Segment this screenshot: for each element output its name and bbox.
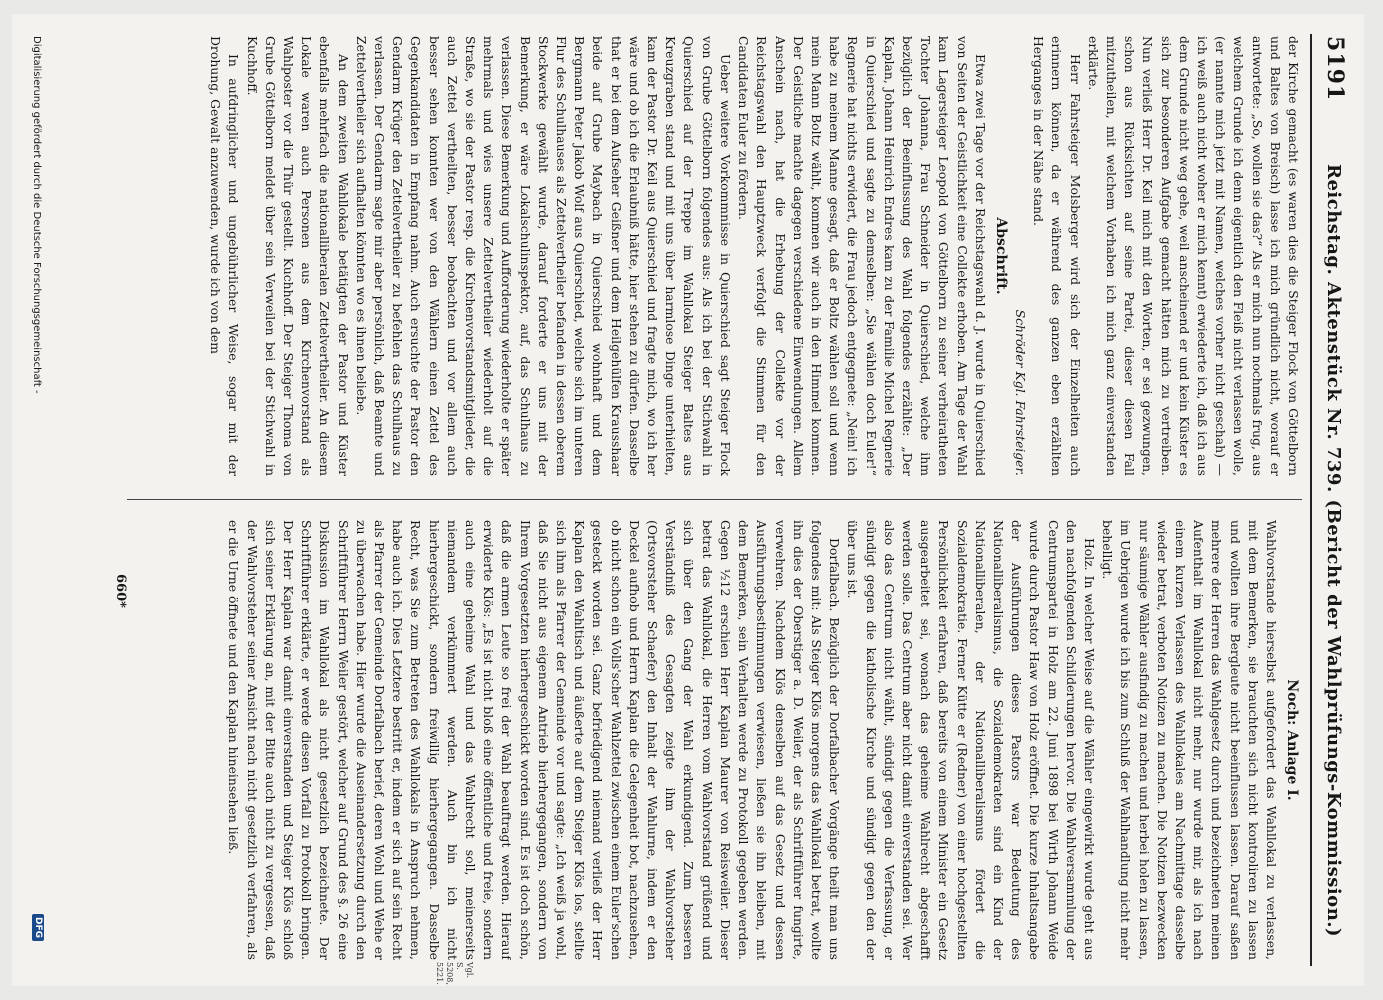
margin-reference-note: Vgl. S. 5208, 5221. — [435, 962, 474, 985]
left-intro-paragraph: der Kirche gemacht (es waren dies die Steiger Flock von Göttelborn und Baltes von Breisch) lasse ich mich gründlich nicht, worauf er antwortete: „So, wollen sie das?“ Als er mich nun nochmals frug, aus welchem Grunde ich denn eigentlich den Fleiß nicht verlassen wolle, (er nannte mich jetzt mit Namen, welches vorher nicht geschah) — ich weiß auch nicht woher er mich kennt) erwiederte ich, daß ich aus dem Grunde nicht weg gehe, weil anscheinend er und kein Küster es sich zur besonderen Aufgabe gemacht hätten mich zu vertreiben. Nun verließ Herr Dr. Keil mich mit den Worten, er sei gezwungen, schon aus Rücksichten auf seine Partei, dieser diesen Fall mitzutheilen, mit welchem Vorhaben ich mich ganz einverstanden erklärte. — [1085, 36, 1301, 476]
left-paragraph: In aufdringlicher und ungebührlicher Weise, sogar mit der Drohung, Gewalt anzuwenden, wurde ich von dem — [208, 36, 242, 476]
right-paragraph: Holz. In welcher Weise auf die Wähler eingewirkt wurde geht aus den nachfolgenden Schilderungen hervor. Die Wahlversammlung der Centrumspartei in Holz am 22. Juni 1898 bei Wirth Johann Weide wurde durch Pastor Haw von Holz eröffnet. Die kurze Inhaltsangabe der Ausführungen dieses Pastors war Bedeutung des Nationalliberalismus, die Sozialdemokraten sind ein Kind der Nationalliberalen, der Nationalliberalismus fördert die Sozialdemokratie. Ferner Kütte er (Redner) von einer hochgestellten Persönlichkeit erfahren, daß bereits von einem Minister ein Gesetz ausgearbeitet sei, wonach das geheime Wahlrecht abgeschafft werden solle. Das Centrum aber nicht damit einverstanden sei. Wer also das Centrum nicht wählt, sündigt gegen die Verfassung, er sündigt gegen die katholische Kirche und sündigt gegen den der über uns ist. — [845, 520, 1097, 960]
digitization-credit: Digitalisierung gefördert durch die Deutsche Forschungsgemeinschaft - — [31, 36, 42, 394]
left-column — [127, 36, 1302, 476]
signature: Schröder Kgl. Fahrsteiger. — [1012, 309, 1028, 476]
rotated-document-page — [12, 14, 1364, 986]
right-paragraph: Wahlvorstande hierselbst aufgefordert das Wahllokal zu verlassen, mit dem Bemerken, sie brauchten sich nicht kontroliren zu lassen und wollten ihre Bergleute nicht beeinflussen lassen. Darauf saßen mehrere der Herren das Wahlgesetz durch und bezeichneten meinen Aufenthalt im Wahllokal nicht mehr, nur wurde mir, als ich nach einem kurzen Verlassen des Wahllokales am Nachmittage dasselbe wieder betrat, verboten Notizen zu machen. Die Notizen bezwecken nur säumige Wähler ausfindig zu machen und herbei holen zu lassen, im Uebrigen wurde ich bis zum Schluß der Wahlhandlung nicht mehr behelligt. — [1100, 520, 1279, 960]
right-section-heading: Noch: Anlage I. — [1284, 679, 1300, 801]
running-header-title: Reichstag. Aktenstück Nr. 739. (Bericht der Wahlprüfungs-Kommission.) — [1323, 164, 1344, 938]
column-divider — [127, 499, 1302, 500]
left-paragraph: An dem zweiten Wahllokale betätigten der Pastor und Küster ebenfalls mehrfach die nationalliberalen Zettelvertheiler. An diesem Lokale waren auch Personen aus dem Kirchenvorstand als Wahlposter vor die Thür gestellt. Kuchhoff. Der Steiger Thoma von Grube Göttelborn meldet über sein Verweilen bei der Stichwahl in Kuchhoff. — [244, 36, 351, 476]
page-number: 5191 — [1322, 36, 1348, 102]
right-paragraph: Dorfalbach. Bezüglich der Dorfalbacher Vorgänge theilt man uns folgendes mit: Als Steiger Klös morgens das Wahllokal betrat, wollte ihn dies der Oberstiger a. D. Weiler, der als Schriftführer fungirte, verwehren. Nachdem Klös denselben auf das Gesetz und dessen Ausführungsbestimmungen verwiesen, ließen sie ihn bleiben, mit dem Bemerken, sein Verhalten werde zu Protokoll gegeben werden. Gegen ½12 erschien Herr Kaplan Maurer von Reisweiler. Dieser betrat das Wahllokal, die Herren vom Wahlvorstand grüßend und sich über den Gang der Wahl erkundigend. Zum besseren Verständniß des Gesagten zeigte ihm der Wahlvorsteher (Ortsvorsteher Schaefer) den Inhalt der Wahlurne, indem er den Deckel aufhob und Herrn Kaplan die Gelegenheit bot, nachzusehen, ob nicht schon ein Volls'scher Wahlzettel zwischen einem Euler'schen gesteckt worden sei. Ganz befriedigend niemand verließ der Herr Kaplan den Wahltisch und äußerte auf dem Steiger Klös los, stellte sich ihm als Pfarrer der Gemeinde vor und sagte: „Ich weiß ja wohl, daß Sie nicht aus eigenem Antrieb hierhergegangen, sondern von Ihrem Vorgesetzten hierhergeschickt worden sind. Es ist doch schön, daß die armen Leute so frei der Wahl beauftragt werden. Hierauf erwiderte Klös: „Es ist nicht bloß eine öffentliche und freie, sondern auch eine geheime Wahl und das Wahlrecht soll, meinerseits niemandem verkümmert werden. Auch bin ich nicht hierhergeschickt, sondern freiwillig hierhergegangen. Dasselbe Recht, was Sie zum Betreten des Wahllokals in Anspruch nehmen, habe auch ich. Dies Letztere bestritt er, indem er sich auf sein Recht als Pfarrer der Gemeinde Dorfalbach berief, deren Wohl und Wehe er zu überwachen habe. Hier wurde die Auseinandersetzung durch den Schriftführer Herrn Weiler gestört, welcher auf Grund des §. 26 eine Diskussion im Wahllokal als nicht gesetzlich bezeichnete. Der Schriftführer erklärte, er werde diesen Vorfall zu Protokoll bringen. Der Herr Kaplan war damit einverstanden und Steiger Klös schloß sich seiner Erklärung an, mit der Bitte auch nicht zu vergessen, daß der Wahlvorsteher seiner Ansicht nach nicht gesetzlich verfahren, als er die Urne öffnete und den Kaplan hineinsehen ließ. — [226, 520, 843, 960]
left-section-heading: Abschrift. — [992, 217, 1009, 295]
header-rule — [1310, 34, 1312, 966]
footer-page-marker: 660* — [113, 574, 128, 608]
dfg-logo: DFG — [32, 914, 44, 941]
right-column — [127, 520, 1302, 960]
left-intro-paragraph-2: Herr Fahrsteiger Molsberger wird sich der Einzelheiten auch erinnern können, da er während des ganzen eben erzählten Herganges in der Nähe stand. — [1031, 36, 1083, 476]
scanned-page — [12, 14, 1364, 986]
left-paragraph: Etwa zwei Tage vor der Reichstagswahl d. J. wurde in Quierschied von Seiten der Geistlichkeit eine Collekte erhoben. Am Tage der Wahl kam Lagersteiger Leopold von Göttelborn zu seiner verheiratheten Tochter Johanna, Frau Schneider in Quierschied, welche ihm bezüglich der Beeinflussung des Wahl folgendes erzählte: „Der Kaplan, Johann Heinrich Endres kam zu der Familie Michel Regnerie in Quierschied und sagte zu demselben: „Sie wählen doch Euler!“ Regnerie hat nichts erwidert, die Frau jedoch entgegnete: „Nein! ich habe zu meinem Manne gesagt, daß er Boltz wählen soll und wenn mein Mann Boltz wählt, kommen wir auch in den Himmel kommen. Der Geistliche machte dagegen verschiedene Einwendungen. Allem Anschein nach, hat die Erhebung der Collekte vor der Reichstagswahl den Hauptzweck verfolgt die Stimmen für den Candidaten Euler zu fördern. — [736, 36, 988, 476]
left-paragraph: Ueber weitere Vorkommnisse in Quierschied sagt Steiger Flock von Grube Göttelborn folgendes aus: Als ich bei der Stichwahl in Quierschied auf der Treppe im Wahllokal Steiger Baltes aus Kreuzgraben stand und mit uns über harmlose Dinge unterhielten, kam der Pastor Dr. Keil aus Quierschied und fragte mich, wo ich her wäre und ob ich die Erlaubniß hätte, hier stehen zu dürfen. Dasselbe that er bei dem Aufseher Geißner und dem Heilgehülfen Krausshaar beide auf Grube Maybach in Quierschied wohnhaft und dem Bergmann Peter Jakob Wolf aus Quierschied, welche sich im unteren Flur des Schulhauses als Zettelvertheiler befanden in dessen oberem Stockwerke gewählt wurde, darauf forderte er uns mit der Bemerkung, er wäre Lokalschulinspektor, auf, das Schulhaus zu verlassen. Diese Bemerkung und Aufforderung wiederholte er später mehrmals und wies unsere Zettelvertheiler wiederholt auf die Straße, wo sie der Pastor resp. die Kirchenvorstandsmitglieder, die auch Zettel vertheilten, besser beobachten und vor allem auch besser sehen konnten wer von den Wählern einen Zettel des Gegenkandidaten in Empfang nahm. Auch ersuchte der Pastor den Gendarm Krüger den Zettelvertheiler zu befehlen das Schulhaus zu verlassen. Der Gendarm sagte mir aber persönlich, daß Beamte und Zettelvertheiler sich aufhalten könnten wo es ihnen beliebe. — [353, 36, 733, 476]
